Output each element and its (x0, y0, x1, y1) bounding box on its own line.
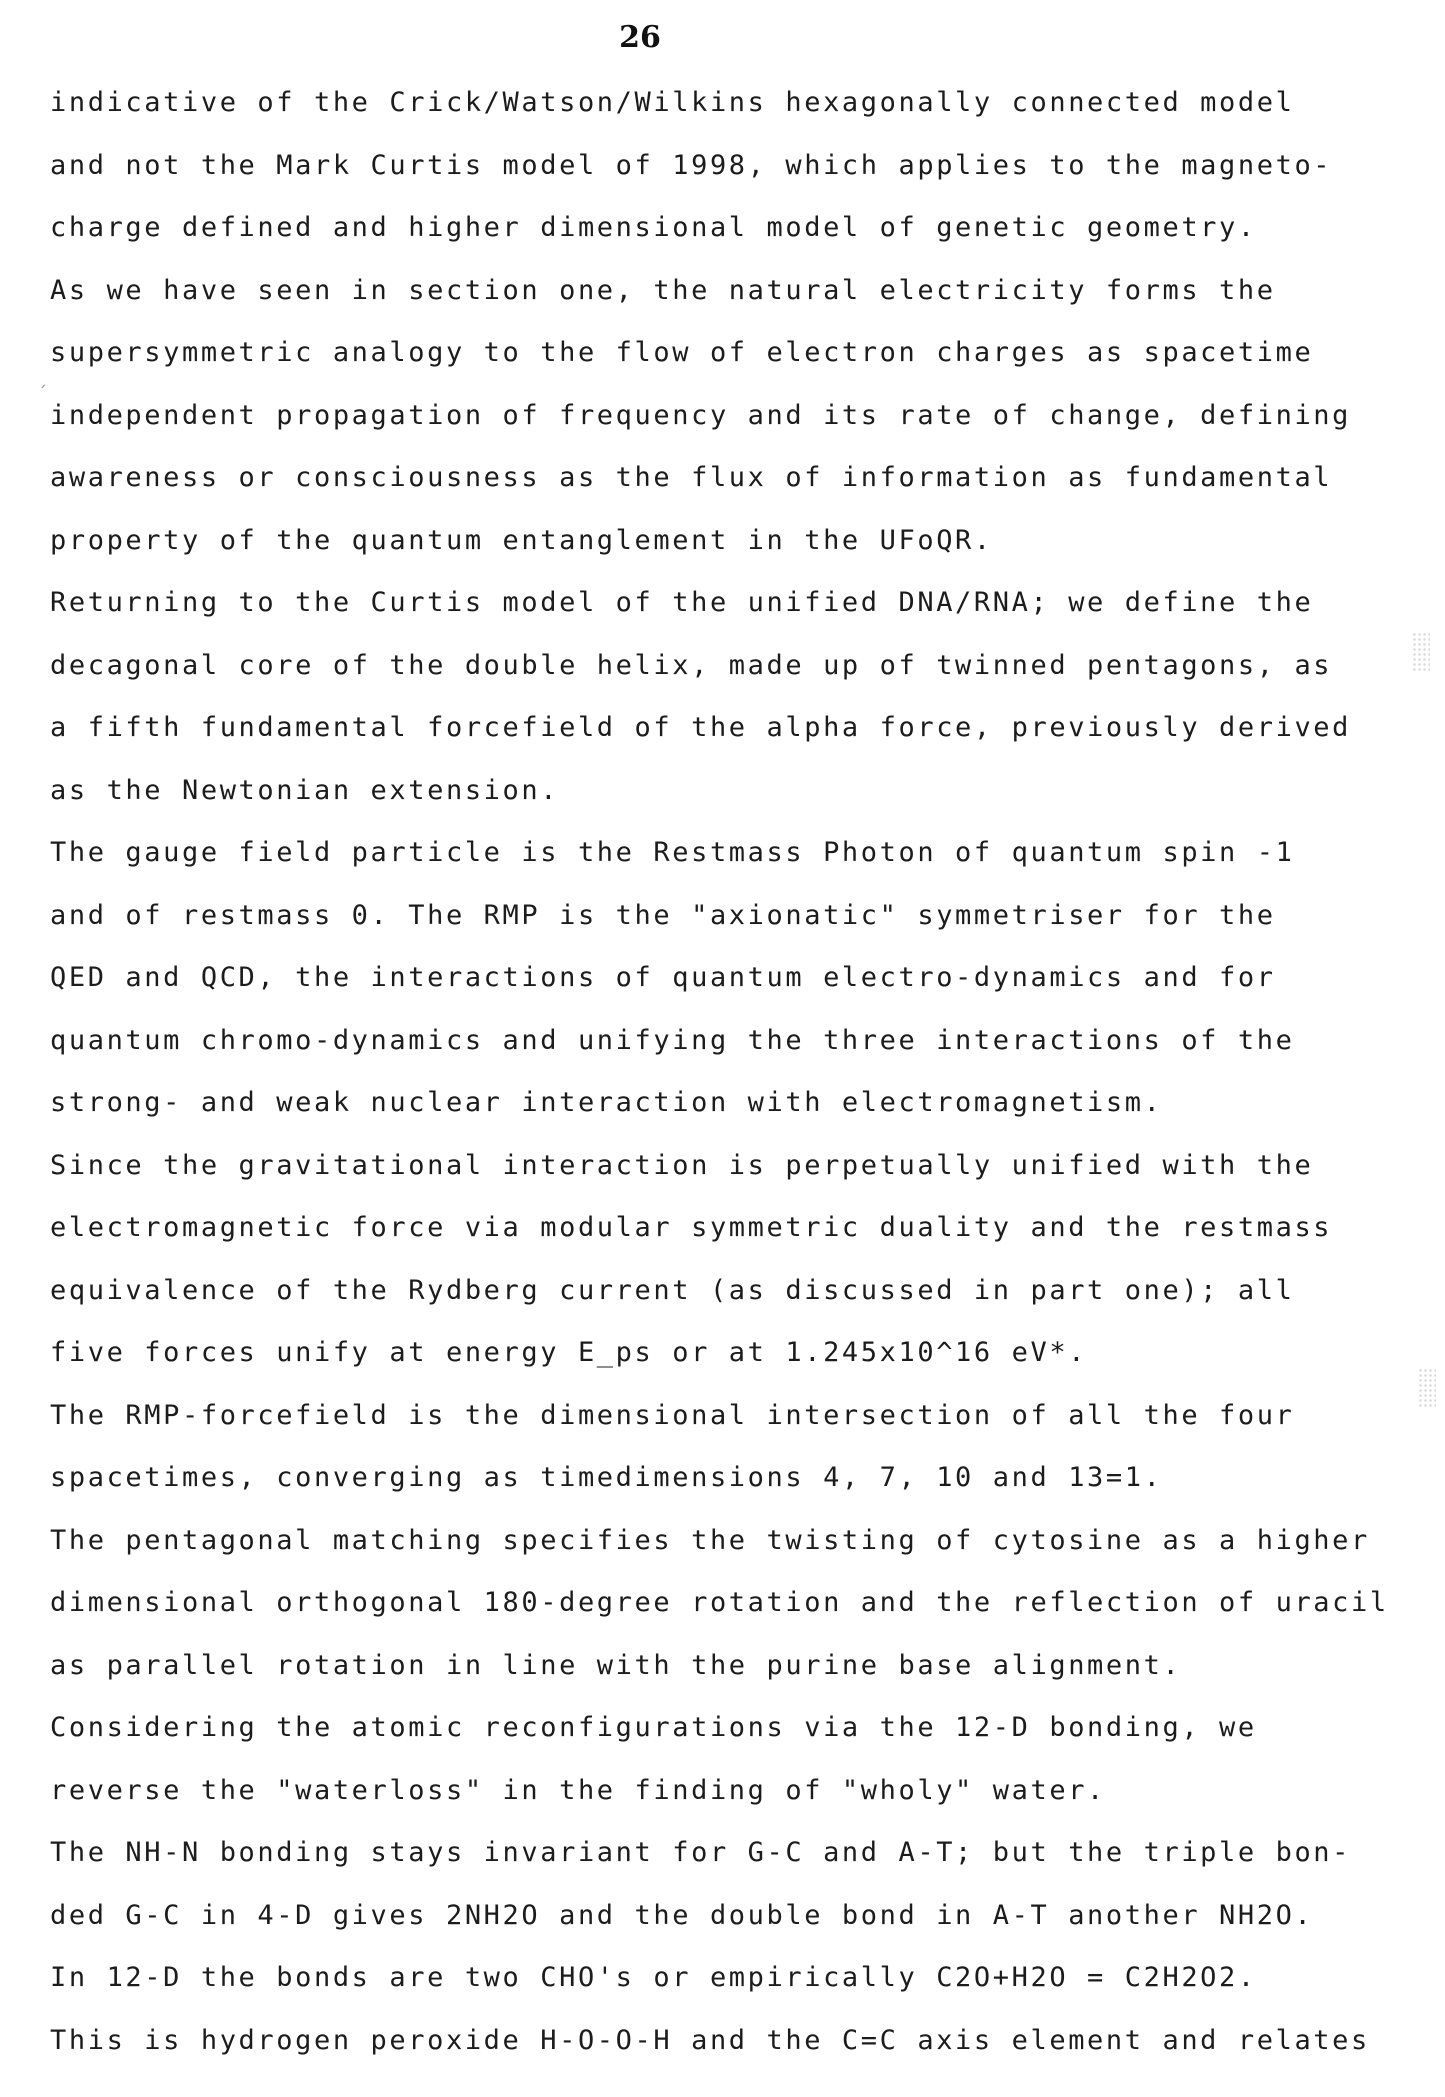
text-line: The gauge field particle is the Restmass Photon of quantum spin -1 (50, 837, 1295, 868)
text-line: as the Newtonian extension. (50, 774, 560, 806)
text-line: a fifth fundamental forcefield of the alpha force, previously derived (50, 712, 1352, 743)
text-line: This is hydrogen peroxide H-O-O-H and the C=C axis element and relates (50, 2024, 1370, 2056)
text-line: Since the gravitational interaction is perpetually unified with the (50, 1149, 1314, 1181)
text-line: The pentagonal matching specifies the twisting of cytosine as a higher (50, 1524, 1370, 1556)
text-line: reverse the "waterloss" in the finding of "wholy" water. (50, 1774, 1106, 1806)
text-line: property of the quantum entanglement in the UFoQR. (50, 524, 993, 556)
text-line: dimensional orthogonal 180-degree rotation and the reflection of uracil (50, 1587, 1389, 1618)
body-text (50, 72, 1400, 2072)
text-line: Returning to the Curtis model of the unified DNA/RNA; we define the (50, 587, 1314, 618)
text-line: decagonal core of the double helix, made up of twinned pentagons, as (50, 649, 1333, 681)
scan-speckle (1412, 632, 1430, 672)
text-line: and of restmass 0. The RMP is the "axionatic" symmetriser for the (50, 899, 1276, 931)
text-line: quantum chromo-dynamics and unifying the three interactions of the (50, 1024, 1295, 1056)
text-line: and not the Mark Curtis model of 1998, which applies to the magneto- (50, 149, 1333, 181)
page-number: 26 (619, 20, 661, 55)
text-line: as parallel rotation in line with the purine base alignment. (50, 1649, 1182, 1681)
text-line: five forces unify at energy E_ps or at 1.245x10^16 eV*. (50, 1337, 1088, 1368)
text-line: awareness or consciousness as the flux of information as fundamental (50, 462, 1333, 493)
text-line: The NH-N bonding stays invariant for G-C and A-T; but the triple bon- (50, 1837, 1352, 1868)
text-line: independent propagation of frequency and its rate of change, defining (50, 399, 1352, 431)
text-line: QED and QCD, the interactions of quantum electro-dynamics and for (50, 962, 1276, 993)
text-line: indicative of the Crick/Watson/Wilkins hexagonally connected model (50, 87, 1295, 118)
text-line: ded G-C in 4-D gives 2NH2O and the double bond in A-T another NH2O. (50, 1899, 1314, 1931)
text-line: electromagnetic force via modular symmetric duality and the restmass (50, 1212, 1333, 1243)
text-line: In 12-D the bonds are two CHO's or empirically C2O+H2O = C2H2O2. (50, 1962, 1257, 1993)
scan-speckle (1418, 1368, 1436, 1408)
text-line: Considering the atomic reconfigurations via the 12-D bonding, we (50, 1712, 1257, 1743)
text-line: spacetimes, converging as timedimensions 4, 7, 10 and 13=1. (50, 1462, 1163, 1493)
text-line: As we have seen in section one, the natural electricity forms the (50, 274, 1276, 306)
text-line: charge defined and higher dimensional model of genetic geometry. (50, 212, 1257, 243)
text-line: strong- and weak nuclear interaction with electromagnetism. (50, 1087, 1163, 1118)
text-line: supersymmetric analogy to the flow of electron charges as spacetime (50, 337, 1314, 368)
pen-tick-mark: ˏ (38, 368, 47, 389)
text-line: The RMP-forcefield is the dimensional intersection of all the four (50, 1399, 1295, 1431)
text-line: equivalence of the Rydberg current (as discussed in part one); all (50, 1274, 1295, 1306)
